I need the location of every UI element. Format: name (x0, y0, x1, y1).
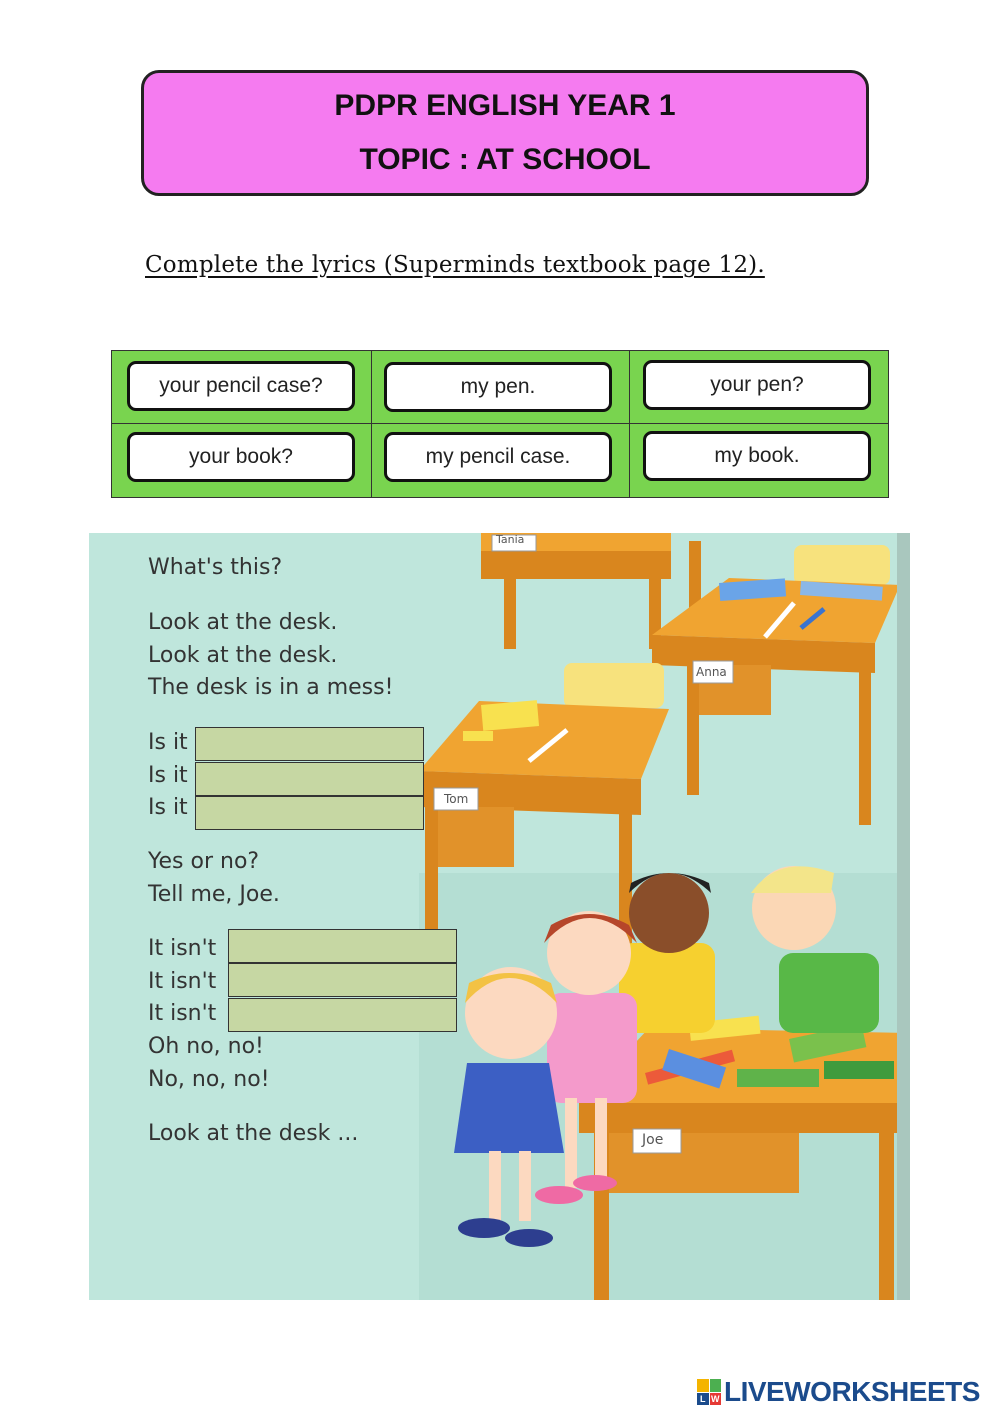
word-chip-your-pencil-case[interactable]: your pencil case? (127, 361, 355, 411)
liveworksheets-logo-icon: L W (697, 1379, 721, 1405)
answer-drop-zone-question-3[interactable] (195, 796, 424, 830)
lyric-prefix: Is it (148, 795, 188, 820)
lyric-prefix: It isn't (148, 936, 217, 961)
word-bank-divider (371, 351, 372, 497)
title-box (141, 70, 869, 196)
lyric-line: Oh no, no! (148, 1034, 264, 1059)
lyric-prefix: It isn't (148, 1001, 217, 1026)
instruction-text: Complete the lyrics (Superminds textbook page 12). (145, 252, 765, 278)
lyric-line: No, no, no! (148, 1067, 270, 1092)
word-bank-divider (112, 423, 888, 424)
desk-label-joe: Joe (642, 1132, 664, 1148)
lyric-line: Look at the desk ... (148, 1121, 359, 1146)
song-title: What's this? (148, 555, 283, 580)
title-line-1: PDPR ENGLISH YEAR 1 (334, 89, 676, 122)
lyric-prefix: Is it (148, 763, 188, 788)
liveworksheets-logo[interactable] (697, 1377, 980, 1407)
lyric-line: Yes or no? (148, 849, 260, 874)
word-chip-your-book[interactable]: your book? (127, 432, 355, 482)
word-chip-your-pen[interactable]: your pen? (643, 360, 871, 410)
liveworksheets-brand-text: LIVEWORKSHEETS (724, 1376, 980, 1407)
lyric-line: Look at the desk. (148, 643, 338, 668)
song-illustration (89, 533, 910, 1300)
answer-drop-zone-question-1[interactable] (195, 727, 424, 761)
title-line-2: TOPIC : AT SCHOOL (359, 143, 651, 176)
lyric-line: Look at the desk. (148, 610, 338, 635)
lyric-prefix: Is it (148, 730, 188, 755)
lyric-line: Tell me, Joe. (148, 882, 280, 907)
word-chip-my-book[interactable]: my book. (643, 431, 871, 481)
desk-label-tom: Tom (444, 792, 469, 806)
word-chip-my-pen[interactable]: my pen. (384, 362, 612, 412)
word-chip-my-pencil-case[interactable]: my pencil case. (384, 432, 612, 482)
desk-label-anna: Anna (696, 665, 727, 679)
word-bank-divider (629, 351, 630, 497)
answer-drop-zone-question-2[interactable] (195, 762, 424, 796)
answer-drop-zone-answer-2[interactable] (228, 963, 457, 997)
lyric-line: The desk is in a mess! (148, 675, 394, 700)
word-bank (111, 350, 889, 498)
answer-drop-zone-answer-3[interactable] (228, 998, 457, 1032)
desk-label-tania: Tania (496, 533, 525, 546)
answer-drop-zone-answer-1[interactable] (228, 929, 457, 963)
desk-anna (652, 578, 900, 825)
lyric-prefix: It isn't (148, 969, 217, 994)
